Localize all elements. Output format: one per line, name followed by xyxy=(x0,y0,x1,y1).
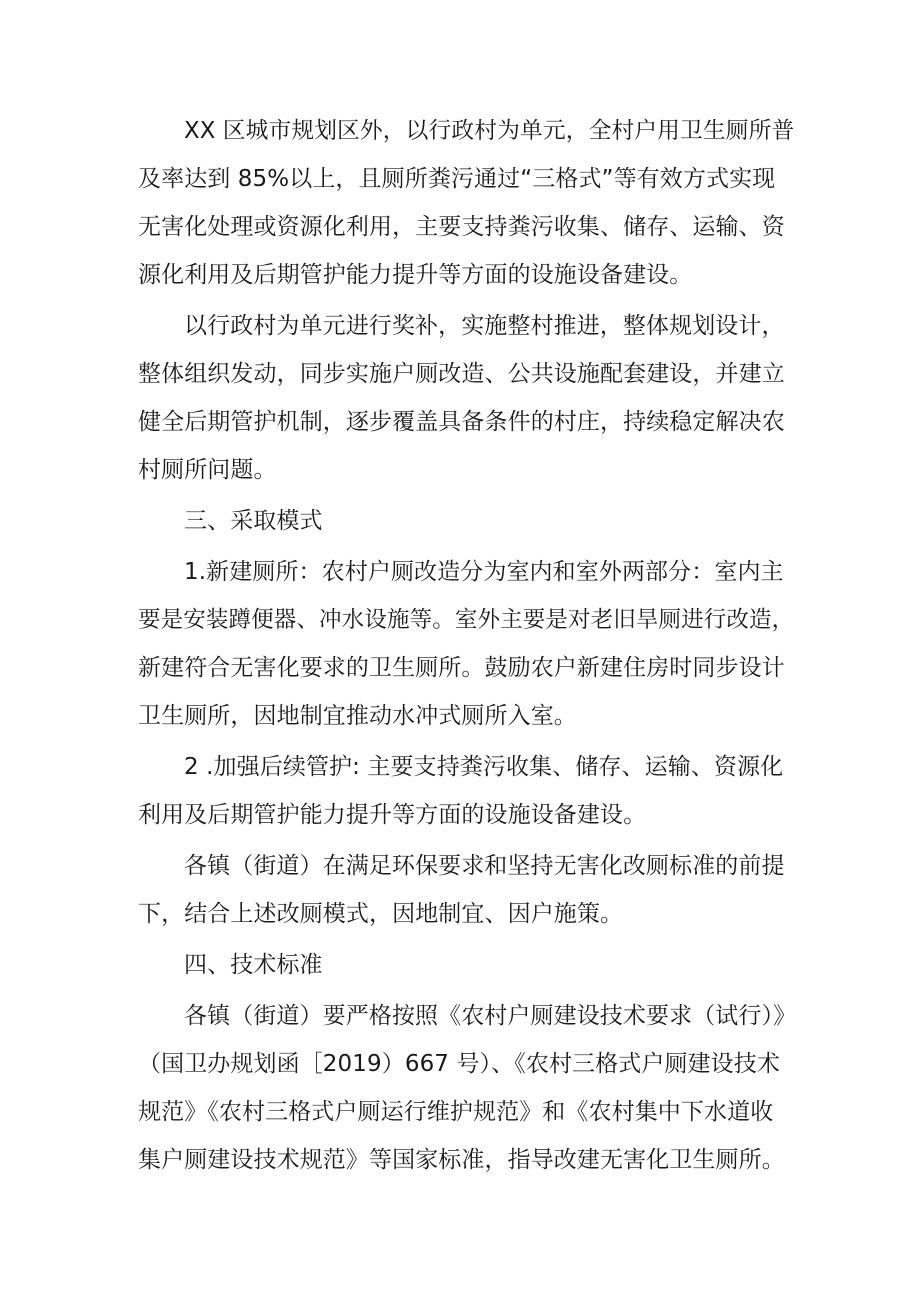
item-1-line-4: 卫生厕所，因地制宜推动水冲式厕所入室。 xyxy=(138,703,577,729)
section-heading-3: 三、采取模式 xyxy=(184,508,323,534)
item-1-line-3: 新建符合无害化要求的卫生厕所。鼓励农户新建住房时同步设计 xyxy=(138,655,785,681)
paragraph-2-line-4: 村厕所问题。 xyxy=(138,457,277,483)
section-heading-4: 四、技术标准 xyxy=(184,952,323,978)
paragraph-3-line-2: 下，结合上述改厕模式，因地制宜、因户施策。 xyxy=(138,901,624,927)
item-2-line-1: 2 .加强后续管护: 主要支持粪污收集、储存、运输、资源化 xyxy=(184,754,784,780)
paragraph-1-line-4: 源化利用及后期管护能力提升等方面的设施设备建设。 xyxy=(138,262,693,288)
paragraph-4-line-2: （国卫办规划函［2019）667 号）、《农村三格式户厕建设技术 xyxy=(138,1051,780,1077)
paragraph-3-line-1: 各镇（街道）在满足环保要求和坚持无害化改厕标准的前提 xyxy=(184,853,785,879)
item-1-line-2: 要是安装蹲便器、冲水设施等。室外主要是对老旧旱厕进行改造， xyxy=(138,607,795,633)
paragraph-2-line-3: 健全后期管护机制，逐步覆盖具备条件的村庄，持续稳定解决农 xyxy=(138,409,785,435)
paragraph-1-line-2: 及率达到 85%以上，且厕所粪污通过“三格式”等有效方式实现 xyxy=(138,166,776,192)
paragraph-4-line-4: 集户厕建设技术规范》等国家标准，指导改建无害化卫生厕所。 xyxy=(138,1147,785,1173)
paragraph-4-line-1: 各镇（街道）要严格按照《农村户厕建设技术要求（试行）》 xyxy=(184,1003,797,1029)
paragraph-1-line-1: XX 区城市规划区外，以行政村为单元，全村户用卫生厕所普 xyxy=(184,118,795,144)
paragraph-2-line-1: 以行政村为单元进行奖补，实施整村推进，整体规划设计， xyxy=(184,313,785,339)
paragraph-4-line-3: 规范》《农村三格式户厕运行维护规范》和《农村集中下水道收 xyxy=(138,1099,774,1125)
item-1-line-1: 1.新建厕所：农村户厕改造分为室内和室外两部分：室内主 xyxy=(184,559,784,585)
paragraph-1-line-3: 无害化处理或资源化利用，主要支持粪污收集、储存、运输、资 xyxy=(138,214,785,240)
paragraph-2-line-2: 整体组织发动，同步实施户厕改造、公共设施配套建设，并建立 xyxy=(138,361,785,387)
item-2-line-2: 利用及后期管护能力提升等方面的设施设备建设。 xyxy=(138,802,647,828)
